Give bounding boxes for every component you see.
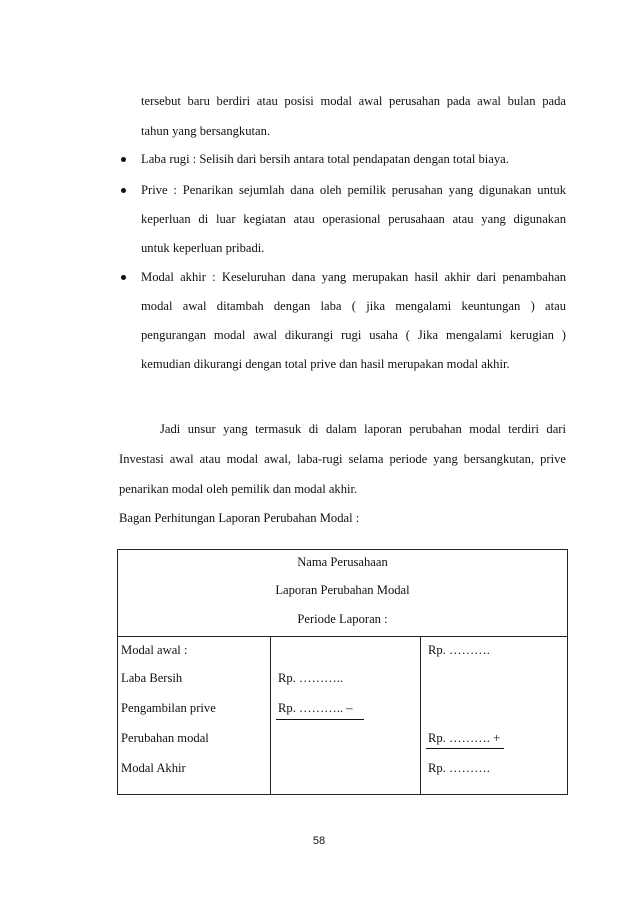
middle-column [271,637,421,795]
right-column [421,637,568,795]
paragraph-line: tahun yang bersangkutan. [141,124,271,138]
bullet-text-prive: Prive : Penarikan sejumlah dana oleh pemilik perusahan yang digunakan untuk [141,183,566,197]
label-modal-awal: Modal awal : [121,643,188,657]
value-perubahan-modal: Rp. ………. + [428,731,501,745]
bullet-text-prive: keperluan di luar kegiatan atau operasional perusahaan atau yang digunakan [141,212,566,226]
bullet-icon [121,157,126,162]
value-modal-akhir: Rp. ………. [428,761,490,775]
paragraph-line: Jadi unsur yang termasuk di dalam laporan perubahan modal terdiri dari [160,422,566,436]
paragraph-line: Investasi awal atau modal awal, laba-rugi selama periode yang bersangkutan, prive [119,452,566,466]
label-column [118,637,271,795]
paragraph-line: penarikan modal oleh pemilik dan modal akhir. [119,482,358,496]
label-pengambilan-prive: Pengambilan prive [121,701,216,715]
label-modal-akhir: Modal Akhir [121,761,186,775]
bullet-icon [121,275,126,280]
page-number: 58 [312,835,326,847]
value-prive: Rp. ……….. – [278,701,353,715]
paragraph-line: tersebut baru berdiri atau posisi modal awal perusahan pada awal bulan pada [141,94,566,108]
label-perubahan-modal: Perubahan modal [121,731,209,745]
bullet-text-prive: untuk keperluan pribadi. [141,241,265,255]
value-modal-awal: Rp. ………. [428,643,490,657]
subtotal-underline [276,719,364,720]
report-period: Periode Laporan : [297,612,388,626]
total-underline [426,748,504,749]
bullet-text-modal-akhir: Modal akhir : Keseluruhan dana yang merupakan hasil akhir dari penambahan [141,270,566,284]
bullet-text-modal-akhir: pengurangan modal awal dikurangi rugi usaha ( Jika mengalami kerugian ) [141,328,566,342]
report-title: Laporan Perubahan Modal [275,583,410,597]
bagan-title: Bagan Perhitungan Laporan Perubahan Modal : [119,511,360,525]
bullet-text-laba-rugi: Laba rugi : Selisih dari bersih antara total pendapatan dengan total biaya. [141,152,509,166]
value-laba-bersih: Rp. ……….. [278,671,344,685]
label-laba-bersih: Laba Bersih [121,671,183,685]
table-header [118,550,568,637]
bullet-text-modal-akhir: modal awal ditambah dengan laba ( jika mengalami keuntungan ) atau [141,299,566,313]
bullet-icon [121,188,126,193]
bullet-text-modal-akhir: kemudian dikurangi dengan total prive dan hasil merupakan modal akhir. [141,357,510,371]
company-name: Nama Perusahaan [297,555,388,569]
laporan-perubahan-modal-table [117,549,568,795]
